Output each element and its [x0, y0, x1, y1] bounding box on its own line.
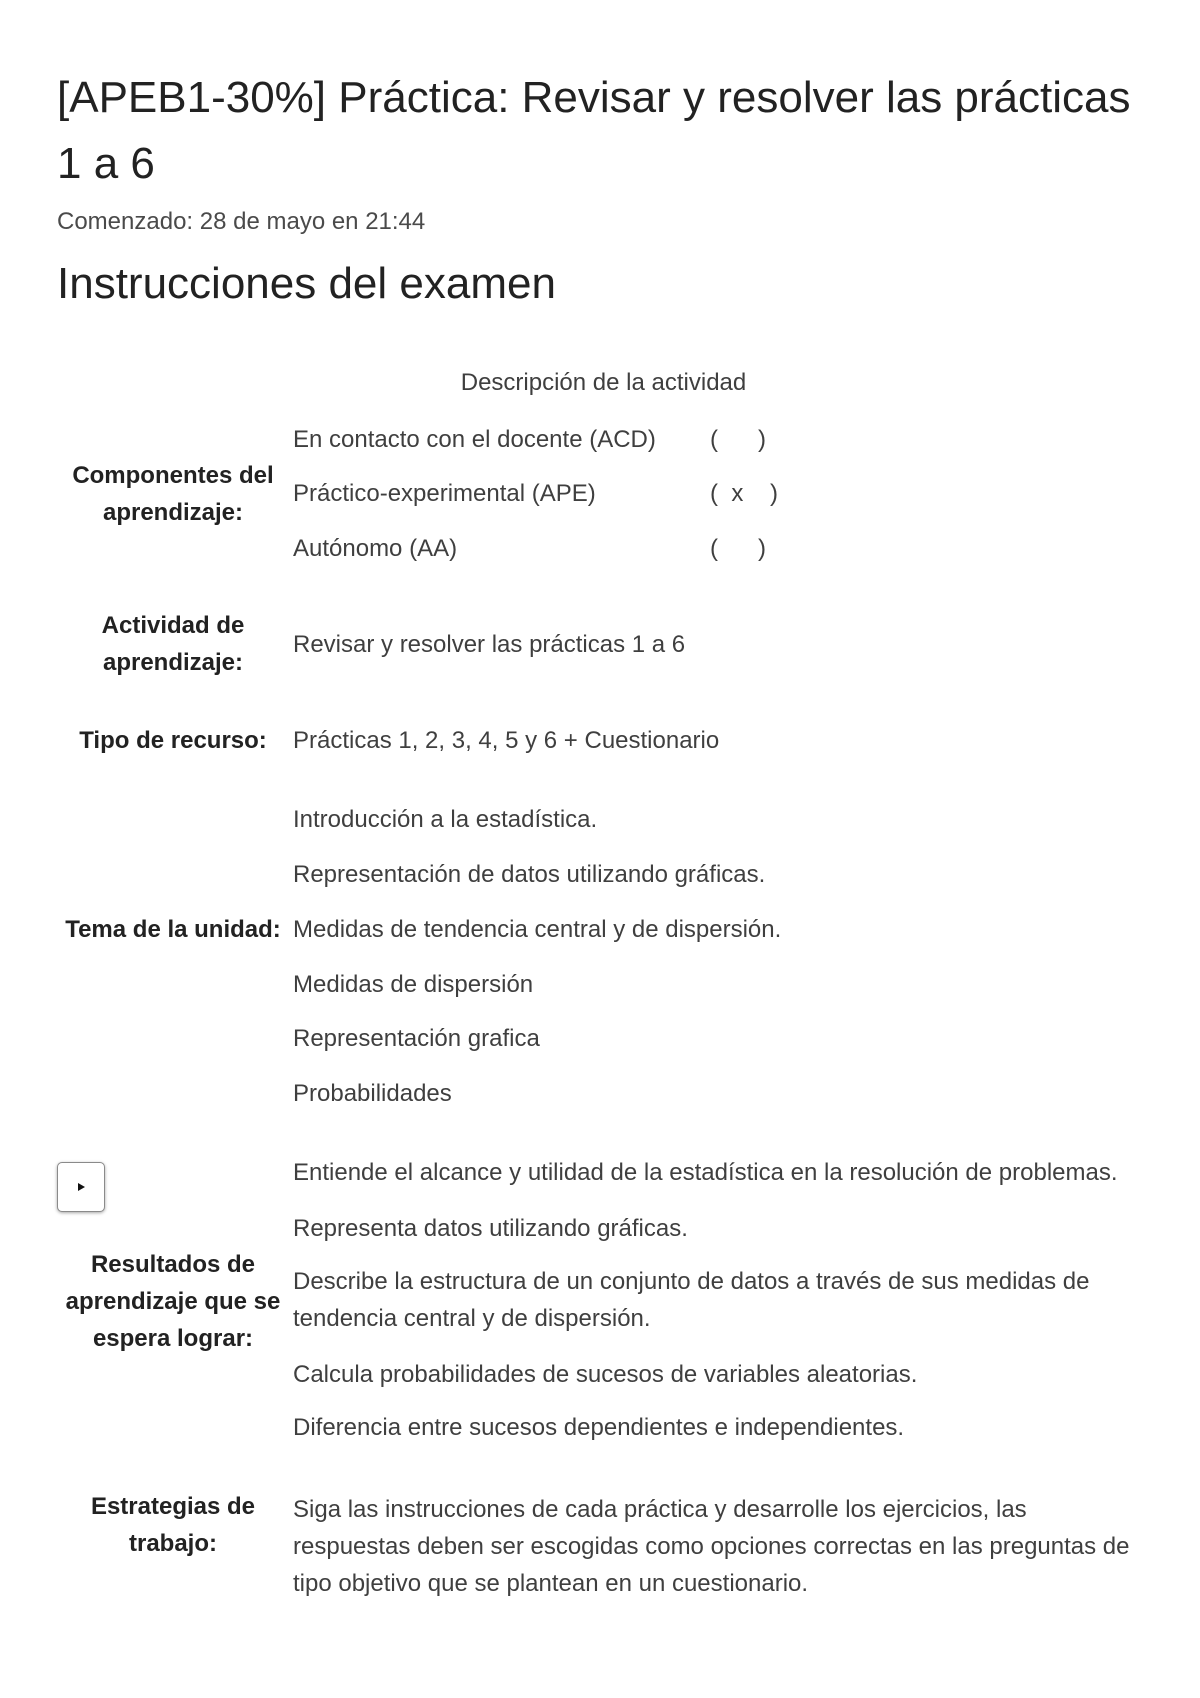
- component-item: [293, 475, 1143, 512]
- component-mark: ( ): [710, 535, 766, 562]
- topic-item: Representación de datos utilizando gráficas.: [293, 861, 766, 888]
- outcome-item: Entiende el alcance y utilidad de la estadística en la resolución de problemas.: [293, 1159, 1118, 1186]
- page-title: [APEB1-30%] Práctica: Revisar y resolver las prácticas 1 a 6: [57, 73, 1131, 188]
- table-header: Descripción de la actividad: [460, 369, 747, 396]
- section-heading: Instrucciones del examen: [57, 259, 556, 308]
- outcome-item: Calcula probabilidades de sucesos de variables aleatorias.: [293, 1361, 918, 1388]
- play-icon: [75, 1181, 87, 1193]
- topic-item: Introducción a la estadística.: [293, 806, 598, 833]
- play-button[interactable]: [57, 1162, 105, 1212]
- component-mark: ( ): [710, 426, 766, 453]
- resource-type-label: Tipo de recurso:: [79, 727, 267, 754]
- work-strategies-label: Estrategias de trabajo:: [90, 1493, 256, 1557]
- learning-outcomes-label: Resultados de aprendizaje que se espera lograr:: [65, 1251, 281, 1352]
- outcome-item: Representa datos utilizando gráficas.: [293, 1215, 688, 1242]
- outcome-item: Diferencia entre sucesos dependientes e independientes.: [293, 1414, 905, 1441]
- component-name: Autónomo (AA): [293, 535, 458, 562]
- activity-label: Actividad de aprendizaje:: [101, 612, 245, 676]
- resource-type-value: Prácticas 1, 2, 3, 4, 5 y 6 + Cuestionario: [293, 727, 720, 754]
- topic-item: Probabilidades: [293, 1080, 452, 1107]
- components-label: Componentes del aprendizaje:: [72, 462, 274, 526]
- work-strategies-value: Siga las instrucciones de cada práctica y desarrolle los ejercicios, las respuestas deben ser escogidas como opciones correctas en las preguntas de tipo objetivo que se plantean en un cuestionario.: [293, 1496, 1130, 1597]
- topic-item: Medidas de dispersión: [293, 971, 534, 998]
- unit-topics-label: Tema de la unidad:: [65, 916, 281, 943]
- outcome-item: Describe la estructura de un conjunto de datos a través de sus medidas de tendencia central y de dispersión.: [293, 1268, 1090, 1332]
- activity-value: Revisar y resolver las prácticas 1 a 6: [293, 631, 686, 658]
- component-name: En contacto con el docente (ACD): [293, 426, 656, 453]
- topic-item: Representación grafica: [293, 1025, 540, 1052]
- started-timestamp: Comenzado: 28 de mayo en 21:44: [57, 208, 426, 235]
- component-name: Práctico-experimental (APE): [293, 480, 596, 507]
- component-mark: ( x ): [710, 480, 778, 507]
- component-item: [293, 421, 1143, 458]
- component-item: [293, 530, 1143, 567]
- topic-item: Medidas de tendencia central y de dispersión.: [293, 916, 782, 943]
